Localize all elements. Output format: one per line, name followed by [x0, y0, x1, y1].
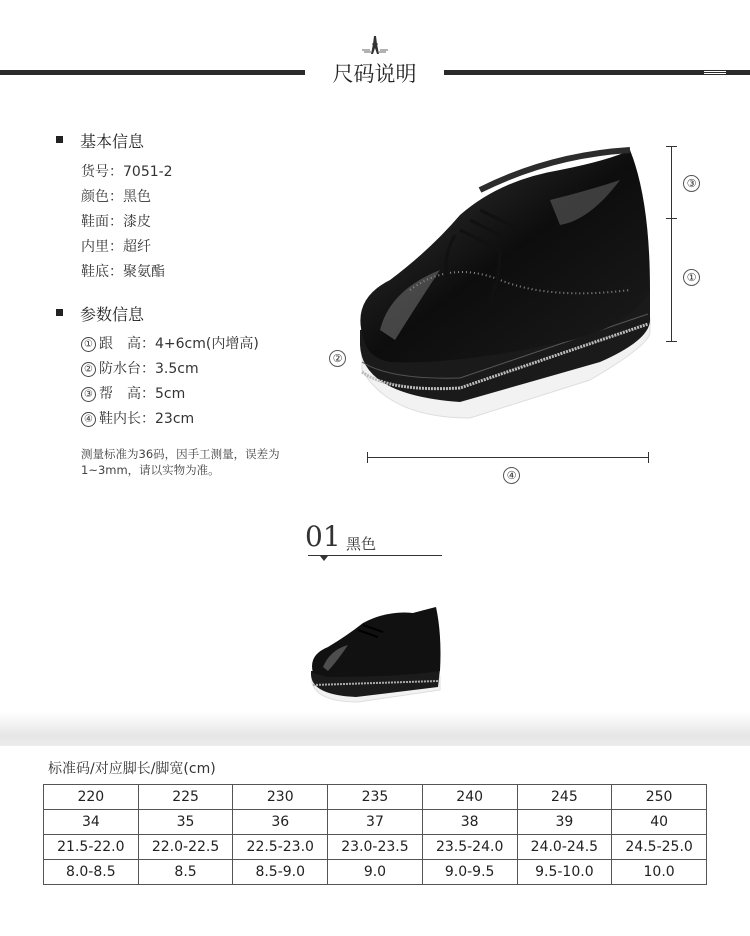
marker-3: ③ [683, 175, 700, 192]
table-cell: 35 [138, 810, 233, 835]
basic-info-heading: 基本信息 [80, 132, 145, 151]
marker-4: ④ [503, 467, 520, 484]
table-cell: 37 [328, 810, 423, 835]
info-item-number: 货号：7051-2 [81, 164, 173, 180]
table-cell: 22.5-23.0 [233, 835, 328, 860]
param-text: 防水台：3.5cm [99, 361, 199, 377]
table-cell: 22.0-22.5 [138, 835, 233, 860]
table-cell: 38 [422, 810, 517, 835]
number-marker: ② [81, 362, 96, 377]
table-cell: 8.5 [138, 860, 233, 885]
page-title: 尺码说明 [332, 62, 417, 86]
table-cell: 24.0-24.5 [517, 835, 612, 860]
table-cell: 250 [612, 785, 707, 810]
dimension-tick [666, 146, 677, 147]
dimension-tick [648, 452, 649, 463]
table-cell: 8.5-9.0 [233, 860, 328, 885]
shoe-small-image [308, 605, 444, 705]
info-item-upper: 鞋面：漆皮 [81, 214, 151, 230]
table-cell: 8.0-8.5 [44, 860, 139, 885]
number-marker: ④ [81, 412, 96, 427]
marker-1: ① [683, 269, 700, 286]
table-cell: 24.5-25.0 [612, 835, 707, 860]
table-cell: 34 [44, 810, 139, 835]
height-dimension-line [671, 146, 672, 342]
measurement-note [81, 446, 280, 478]
table-cell: 9.5-10.0 [517, 860, 612, 885]
param-shaft-height [81, 383, 185, 403]
table-cell: 245 [517, 785, 612, 810]
table-row [44, 785, 707, 810]
table-row [44, 835, 707, 860]
number-marker: ③ [81, 387, 96, 402]
header-rule-left [0, 70, 305, 75]
color-number: 01 [305, 520, 341, 553]
param-platform [81, 358, 199, 378]
table-row [44, 810, 707, 835]
length-dimension-line [367, 457, 649, 458]
info-item-color: 颜色：黑色 [81, 189, 151, 205]
param-text: 帮 高：5cm [99, 386, 186, 402]
marker-2: ② [329, 350, 346, 367]
table-cell: 240 [422, 785, 517, 810]
note-line: 测量标准为36码，因手工测量，误差为 [81, 447, 280, 461]
table-cell: 235 [328, 785, 423, 810]
table-cell: 40 [612, 810, 707, 835]
section-divider-band [0, 712, 750, 746]
table-cell: 230 [233, 785, 328, 810]
shoe-large-image [350, 140, 660, 430]
dimension-tick [666, 341, 677, 342]
section-bullet [56, 136, 63, 143]
param-text: 跟 高：4+6cm(内增高) [99, 336, 259, 352]
dimension-tick [367, 452, 368, 463]
table-cell: 23.5-24.0 [422, 835, 517, 860]
note-line: 1~3mm，请以实物为准。 [81, 463, 220, 477]
table-cell: 39 [517, 810, 612, 835]
table-cell: 9.0 [328, 860, 423, 885]
param-info-heading: 参数信息 [80, 305, 145, 324]
dimension-tick [666, 218, 677, 219]
table-cell: 225 [138, 785, 233, 810]
table-cell: 36 [233, 810, 328, 835]
param-heel-height [81, 333, 259, 353]
param-inner-length [81, 408, 194, 428]
section-bullet [56, 309, 63, 316]
table-cell: 21.5-22.0 [44, 835, 139, 860]
color-pointer [320, 556, 328, 561]
number-marker: ① [81, 337, 96, 352]
info-item-sole: 鞋底：聚氨酯 [81, 264, 165, 280]
table-cell: 23.0-23.5 [328, 835, 423, 860]
table-cell: 10.0 [612, 860, 707, 885]
color-label: 黑色 [346, 535, 377, 553]
table-row [44, 860, 707, 885]
table-cell: 220 [44, 785, 139, 810]
color-underline [308, 555, 442, 556]
size-table [43, 784, 707, 885]
size-table-title: 标准码/对应脚长/脚宽(cm) [48, 761, 216, 777]
table-cell: 9.0-9.5 [422, 860, 517, 885]
header-stripes [704, 69, 726, 76]
eiffel-tower-icon [360, 32, 390, 56]
param-text: 鞋内长：23cm [99, 411, 195, 427]
info-item-lining: 内里：超纤 [81, 239, 151, 255]
